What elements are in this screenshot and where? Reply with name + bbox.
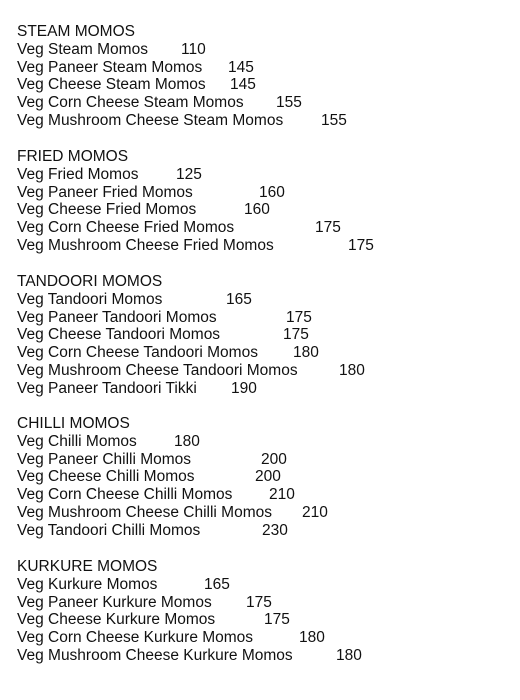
menu-item xyxy=(17,647,507,665)
item-price: 210 xyxy=(302,503,328,521)
menu-item xyxy=(17,309,507,327)
section-fried-momos xyxy=(17,148,507,255)
menu-item xyxy=(17,41,507,59)
item-name: Veg Cheese Steam Momos xyxy=(17,76,206,94)
item-price: 165 xyxy=(226,290,252,308)
item-name: Veg Paneer Steam Momos xyxy=(17,58,203,76)
item-price: 200 xyxy=(261,450,287,468)
menu-item xyxy=(17,291,507,309)
item-name: Veg Paneer Tandoori Tikki xyxy=(17,379,197,397)
menu-item xyxy=(17,362,507,380)
item-price: 145 xyxy=(230,76,256,94)
item-name: Veg Cheese Chilli Momos xyxy=(17,468,195,486)
section-heading: FRIED MOMOS xyxy=(17,148,129,165)
item-price: 230 xyxy=(262,521,288,539)
item-price: 200 xyxy=(255,468,281,486)
item-price: 175 xyxy=(283,326,309,344)
item-price: 180 xyxy=(339,361,365,379)
menu-item xyxy=(17,326,507,344)
item-price: 125 xyxy=(176,165,202,183)
item-price: 110 xyxy=(181,40,206,58)
item-price: 155 xyxy=(321,111,347,129)
item-name: Veg Paneer Tandoori Momos xyxy=(17,308,217,326)
item-name: Veg Corn Cheese Fried Momos xyxy=(17,219,235,237)
menu-item xyxy=(17,594,507,612)
section-heading: TANDOORI MOMOS xyxy=(17,273,163,290)
item-name: Veg Corn Cheese Steam Momos xyxy=(17,94,244,112)
item-name: Veg Cheese Tandoori Momos xyxy=(17,326,221,344)
item-price: 175 xyxy=(315,219,341,237)
menu-item xyxy=(17,94,507,112)
item-name: Veg Paneer Chilli Momos xyxy=(17,450,192,468)
item-name: Veg Steam Momos xyxy=(17,40,148,58)
item-name: Veg Corn Cheese Kurkure Momos xyxy=(17,629,254,647)
item-price: 180 xyxy=(299,629,325,647)
menu-item xyxy=(17,380,507,398)
menu-item xyxy=(17,59,507,77)
menu-item xyxy=(17,201,507,219)
menu-item xyxy=(17,576,507,594)
item-price: 165 xyxy=(204,575,230,593)
item-name: Veg Mushroom Cheese Tandoori Momos xyxy=(17,361,298,379)
section-heading: CHILLI MOMOS xyxy=(17,415,130,432)
menu-item xyxy=(17,184,507,202)
item-name: Veg Mushroom Cheese Steam Momos xyxy=(17,111,284,129)
item-name: Veg Corn Cheese Tandoori Momos xyxy=(17,344,258,362)
item-name: Veg Cheese Kurkure Momos xyxy=(17,611,216,629)
item-price: 180 xyxy=(174,432,200,450)
item-price: 145 xyxy=(228,58,254,76)
menu-item xyxy=(17,486,507,504)
item-price: 160 xyxy=(244,201,270,219)
item-name: Veg Paneer Kurkure Momos xyxy=(17,593,212,611)
item-name: Veg Corn Cheese Chilli Momos xyxy=(17,486,233,504)
item-name: Veg Kurkure Momos xyxy=(17,575,158,593)
item-price: 175 xyxy=(246,593,272,611)
section-heading: KURKURE MOMOS xyxy=(17,558,158,575)
menu-item xyxy=(17,522,507,540)
item-price: 175 xyxy=(286,308,312,326)
item-price: 210 xyxy=(269,486,295,504)
item-name: Veg Tandoori Chilli Momos xyxy=(17,521,201,539)
menu-item xyxy=(17,629,507,647)
item-name: Veg Chilli Momos xyxy=(17,432,137,450)
menu-item xyxy=(17,504,507,522)
item-name: Veg Mushroom Cheese Kurkure Momos xyxy=(17,646,293,664)
item-name: Veg Tandoori Momos xyxy=(17,290,163,308)
item-price: 180 xyxy=(293,344,319,362)
section-steam-momos xyxy=(17,23,507,130)
item-name: Veg Mushroom Cheese Chilli Momos xyxy=(17,503,272,521)
menu-item xyxy=(17,468,507,486)
section-chilli-momos xyxy=(17,415,507,540)
item-price: 155 xyxy=(276,94,302,112)
item-price: 175 xyxy=(264,611,290,629)
menu-item xyxy=(17,433,507,451)
item-name: Veg Paneer Fried Momos xyxy=(17,183,193,201)
item-name: Veg Fried Momos xyxy=(17,165,139,183)
item-price: 180 xyxy=(336,646,362,664)
item-price: 160 xyxy=(259,183,285,201)
menu-item xyxy=(17,237,507,255)
item-name: Veg Mushroom Cheese Fried Momos xyxy=(17,236,274,254)
item-name: Veg Cheese Fried Momos xyxy=(17,201,197,219)
menu-item xyxy=(17,166,507,184)
menu-item xyxy=(17,76,507,94)
menu-item xyxy=(17,219,507,237)
menu-item xyxy=(17,611,507,629)
menu-item xyxy=(17,112,507,130)
item-price: 175 xyxy=(348,236,374,254)
item-price: 190 xyxy=(231,379,257,397)
section-heading: STEAM MOMOS xyxy=(17,23,135,40)
section-kurkure-momos xyxy=(17,558,507,665)
menu-item xyxy=(17,344,507,362)
section-tandoori-momos xyxy=(17,273,507,398)
menu-item xyxy=(17,451,507,469)
